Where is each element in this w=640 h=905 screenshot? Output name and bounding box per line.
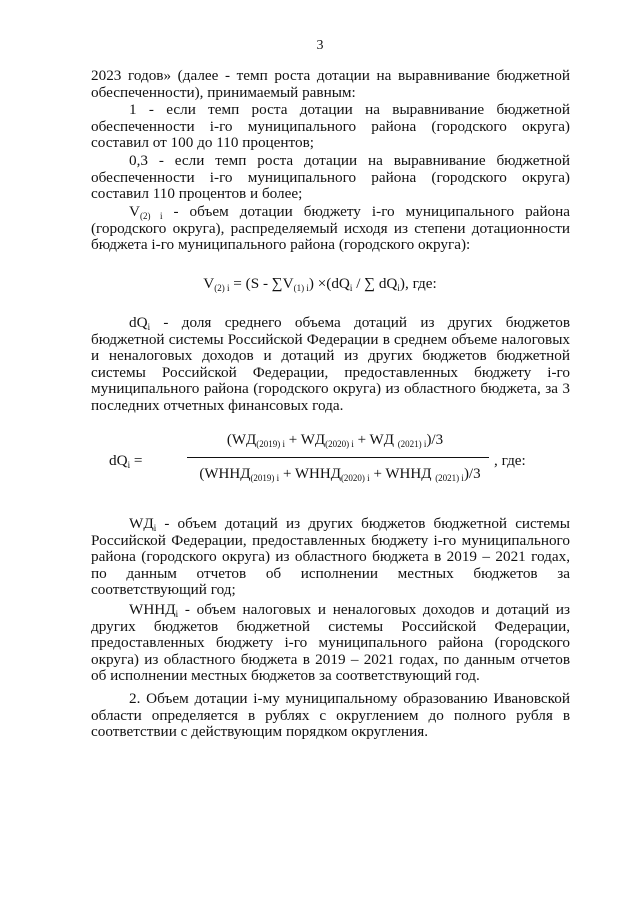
paragraph-growth-rate-intro: 2023 годов» (далее - темп роста дотации на выравнивание бюджетной обеспеченности), принимаемый равным: (91, 67, 570, 101)
formula-dq-suffix: , где: (494, 452, 526, 469)
paragraph-wnnd-definition: $WННД_i$ - объем налоговых и неналоговых доходов и дотаций из других бюджетов бюджетной системы Российской Федерации, предоставленных бюджету i-го муниципального района (городского округа) из областного бюджета в 2019 – 2021 годах, по данным отчетов об исполнении местных бюджетов за соответствующий год. (91, 601, 570, 685)
formula-dq-denominator: ($WННД_{(2019) i}$ + $WННД_{(2020) i}$ + WННД $_{(2021) i}$)/3 (199, 466, 481, 483)
paragraph-rounding: 2. Объем дотации i-му муниципальному образованию Ивановской области определяется в рублях с округлением до полного рубля в соответствии с действующим порядком округления. (91, 690, 570, 741)
paragraph-wd-definition: $WД_i$ - объем дотаций из других бюджетов бюджетной системы Российской Федерации, предоставленных бюджету i-го муниципального района (городского округа) из областного бюджета в 2019 – 2021 годах, по данным отчетов об исполнении местных бюджетов за соответствующий год; (91, 515, 570, 599)
paragraph-v2-definition: $V_{(2) i}$ - объем дотации бюджету i-го муниципального района (городского округа), распределяемый исходя из степени дотационности бюджета i-го муниципального района (городского округа): (91, 203, 571, 254)
formula-dq-lhs: $dQ_i$ = (109, 452, 143, 470)
fraction-bar (187, 457, 489, 458)
paragraph-rate-1: 1 - если темп роста дотации на выравнивание бюджетной обеспеченности i-го муниципального района (городского округа) составил от 100 до 110 процентов; (91, 101, 570, 152)
page-number: 3 (316, 38, 324, 53)
paragraph-rate-0-3: 0,3 - если темп роста дотации на выравнивание бюджетной обеспеченности i-го муниципального района (городского округа) составил 110 процентов и более; (91, 152, 570, 203)
paragraph-dq-definition: $dQ_i$ - доля среднего объема дотаций из других бюджетов бюджетной системы Российской Федерации в среднем объеме налоговых и неналоговых доходов и дотаций из других бюджетов бюджетной системы Российской Федерации, предоставленных бюджету i-го муниципального района (городского округа) из областного бюджета, за 3 последних отчетных финансовых года. (91, 314, 570, 414)
formula-v2: $V_{(2) i} = (S - \sum V_{(1) i}) \times(dQ_i$ / ∑ $dQ_i$), где: (203, 275, 437, 293)
formula-dq-numerator: ($WД_{(2019) i} + WД_{(2020) i}$ + WД $_{(2021) i}$)/3 (226, 432, 444, 449)
